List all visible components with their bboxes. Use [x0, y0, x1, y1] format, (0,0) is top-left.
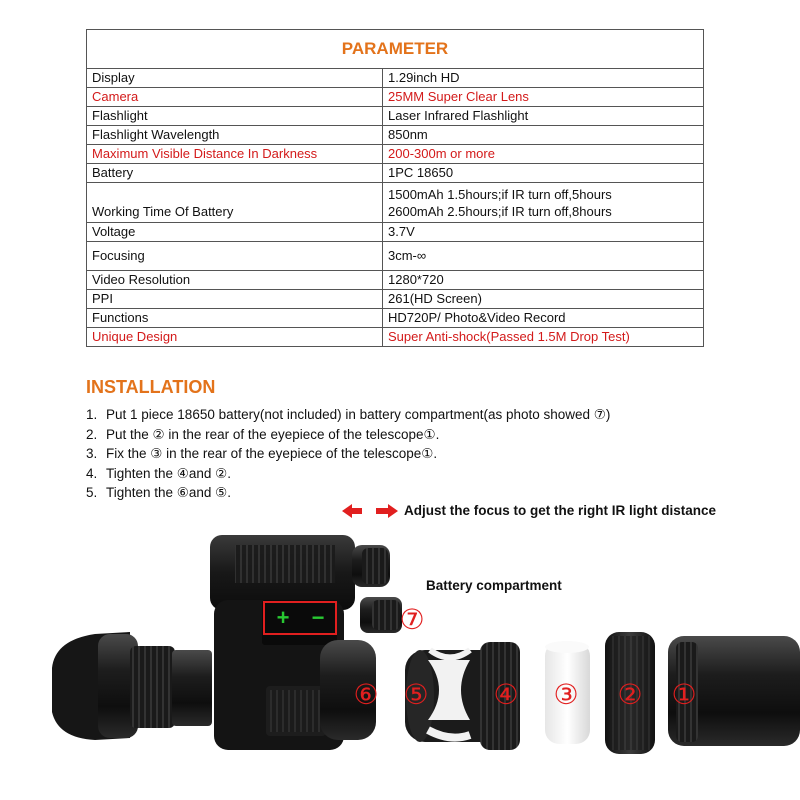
- param-key: Flashlight Wavelength: [87, 126, 383, 145]
- step-text: Tighten the ④and ②.: [106, 465, 232, 481]
- param-value: HD720P/ Photo&Video Record: [383, 309, 704, 328]
- param-value: 1.29inch HD: [383, 69, 704, 88]
- param-value: 3.7V: [383, 223, 704, 242]
- step-text: Fix the ③ in the rear of the eyepiece of the telescope①.: [106, 446, 438, 461]
- part-label-3: ③: [553, 678, 579, 711]
- part-label-6: ⑥: [353, 678, 379, 711]
- screen-minus: −: [311, 605, 325, 630]
- param-value: Super Anti-shock(Passed 1.5M Drop Test): [383, 328, 704, 347]
- param-value: 1PC 18650: [383, 164, 704, 183]
- step-number: 1.: [86, 407, 98, 422]
- param-key: PPI: [87, 290, 383, 309]
- step-number: 4.: [86, 465, 98, 481]
- param-key: Camera: [87, 88, 383, 107]
- param-key: Display: [87, 69, 383, 88]
- param-value: 200-300m or more: [383, 145, 704, 164]
- step-text: Put 1 piece 18650 battery(not included) in battery compartment(as photo showed ⑦): [106, 407, 611, 422]
- part-label-1: ①: [671, 678, 697, 711]
- param-value: 850nm: [383, 126, 704, 145]
- param-value: 261(HD Screen): [383, 290, 704, 309]
- focus-arrows: [342, 504, 398, 518]
- rubber-eyecup: [52, 632, 212, 740]
- battery-compartment-cap: [360, 597, 402, 633]
- step-number: 3.: [86, 446, 98, 461]
- step-text: Put the ② in the rear of the eyepiece of the telescope①.: [106, 426, 440, 442]
- scope-body: [210, 535, 379, 750]
- param-key: Focusing: [87, 242, 383, 271]
- param-key: Working Time Of Battery: [87, 183, 383, 223]
- part-label-2: ②: [617, 678, 643, 711]
- parameter-title: PARAMETER: [87, 30, 704, 69]
- focus-callout: Adjust the focus to get the right IR light distance: [404, 503, 717, 518]
- part-label-4: ④: [493, 678, 519, 711]
- param-value: Laser Infrared Flashlight: [383, 107, 704, 126]
- param-value: 1280*720: [383, 271, 704, 290]
- param-key: Unique Design: [87, 328, 383, 347]
- param-key: Video Resolution: [87, 271, 383, 290]
- param-key: Voltage: [87, 223, 383, 242]
- battery-callout: Battery compartment: [426, 578, 562, 593]
- param-key: Maximum Visible Distance In Darkness: [87, 145, 383, 164]
- step-text: Tighten the ⑥and ⑤.: [106, 485, 232, 500]
- part-label-7: ⑦: [399, 603, 425, 636]
- step-number: 2.: [86, 426, 98, 442]
- installation-title: INSTALLATION: [86, 377, 216, 397]
- param-key: Battery: [87, 164, 383, 183]
- focus-knob: [352, 545, 390, 587]
- param-value: 25MM Super Clear Lens: [383, 88, 704, 107]
- part-label-5: ⑤: [403, 678, 429, 711]
- param-value-line: 1500mAh 1.5hours;if IR turn off,5hours: [388, 186, 612, 202]
- param-value: 3cm-∞: [383, 242, 704, 271]
- step-number: 5.: [86, 485, 98, 500]
- param-key: Functions: [87, 309, 383, 328]
- screen-plus: +: [276, 605, 290, 630]
- param-key: Flashlight: [87, 107, 383, 126]
- param-value-line: 2600mAh 2.5hours;if IR turn off,8hours: [388, 203, 612, 219]
